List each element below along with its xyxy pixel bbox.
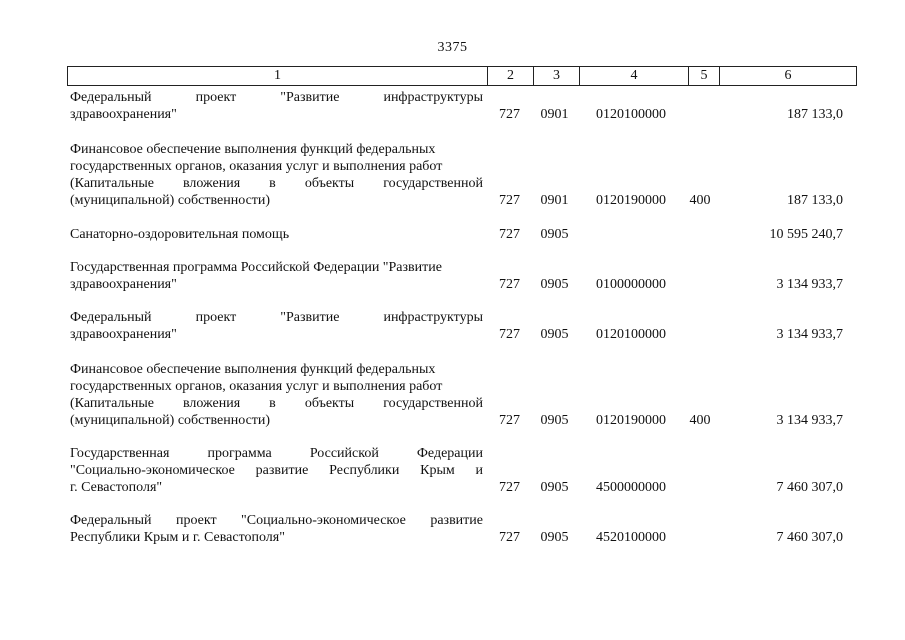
amount-cell: 3 134 933,7: [776, 327, 843, 342]
description-line: Финансовое обеспечение выполнения функций федеральных: [70, 142, 436, 157]
target-article-code-cell: 0120190000: [596, 193, 666, 208]
description-line: (Капитальные вложения в объекты государственной: [70, 396, 483, 411]
description-line: Федеральный проект "Развитие инфраструктуры: [70, 310, 483, 325]
description-line: Санаторно-оздоровительная помощь: [70, 227, 290, 242]
description-line: Федеральный проект "Развитие инфраструктуры: [70, 90, 483, 105]
amount-cell: 7 460 307,0: [776, 530, 843, 545]
ministry-code-cell: 727: [499, 530, 520, 545]
description-line: Финансовое обеспечение выполнения функций федеральных: [70, 362, 436, 377]
target-article-code-cell: 0120100000: [596, 327, 666, 342]
amount-cell: 3 134 933,7: [776, 413, 843, 428]
target-article-code-cell: 0120100000: [596, 107, 666, 122]
header-col-1: 1: [68, 67, 488, 86]
description-line: государственных органов, оказания услуг и выполнения работ: [70, 379, 443, 394]
target-article-code-cell: 0120190000: [596, 413, 666, 428]
header-col-4: 4: [580, 67, 689, 86]
description-line: Государственная программа Российской Федерации "Развитие: [70, 260, 442, 275]
section-code-cell: 0901: [540, 107, 569, 122]
amount-cell: 7 460 307,0: [776, 480, 843, 495]
section-code-cell: 0905: [540, 480, 569, 495]
header-col-6: 6: [720, 67, 857, 86]
page-number: 3375: [437, 40, 468, 55]
ministry-code-cell: 727: [499, 193, 520, 208]
description-line: государственных органов, оказания услуг и выполнения работ: [70, 159, 443, 174]
target-article-code-cell: 0100000000: [596, 277, 666, 292]
target-article-code-cell: 4520100000: [596, 530, 666, 545]
section-code-cell: 0905: [540, 327, 569, 342]
section-code-cell: 0901: [540, 193, 569, 208]
description-line: Республики Крым и г. Севастополя": [70, 530, 285, 545]
amount-cell: 187 133,0: [787, 107, 843, 122]
amount-cell: 3 134 933,7: [776, 277, 843, 292]
header-col-5: 5: [689, 67, 720, 86]
target-article-code-cell: 4500000000: [596, 480, 666, 495]
amount-cell: 187 133,0: [787, 193, 843, 208]
description-line: Государственная программа Российской Федерации: [70, 446, 483, 461]
description-line: здравоохранения": [70, 107, 177, 122]
ministry-code-cell: 727: [499, 413, 520, 428]
expense-type-code-cell: 400: [689, 413, 711, 428]
section-code-cell: 0905: [540, 413, 569, 428]
ministry-code-cell: 727: [499, 107, 520, 122]
expense-type-code-cell: 400: [689, 193, 711, 208]
ministry-code-cell: 727: [499, 480, 520, 495]
description-line: здравоохранения": [70, 277, 177, 292]
ministry-code-cell: 727: [499, 227, 520, 242]
row-description: [70, 512, 483, 546]
section-code-cell: 0905: [540, 227, 569, 242]
ministry-code-cell: 727: [499, 327, 520, 342]
section-code-cell: 0905: [540, 277, 569, 292]
header-col-2: 2: [488, 67, 534, 86]
header-col-3: 3: [534, 67, 580, 86]
description-line: "Социально-экономическое развитие Республики Крым и: [70, 463, 483, 478]
description-line: (муниципальной) собственности): [70, 413, 271, 428]
description-line: (Капитальные вложения в объекты государственной: [70, 176, 483, 191]
description-line: (муниципальной) собственности): [70, 193, 271, 208]
amount-cell: 10 595 240,7: [769, 227, 843, 242]
description-line: г. Севастополя": [70, 480, 163, 495]
ministry-code-cell: 727: [499, 277, 520, 292]
section-code-cell: 0905: [540, 530, 569, 545]
description-line: здравоохранения": [70, 327, 177, 342]
description-line: Федеральный проект "Социально-экономическое развитие: [70, 513, 483, 528]
